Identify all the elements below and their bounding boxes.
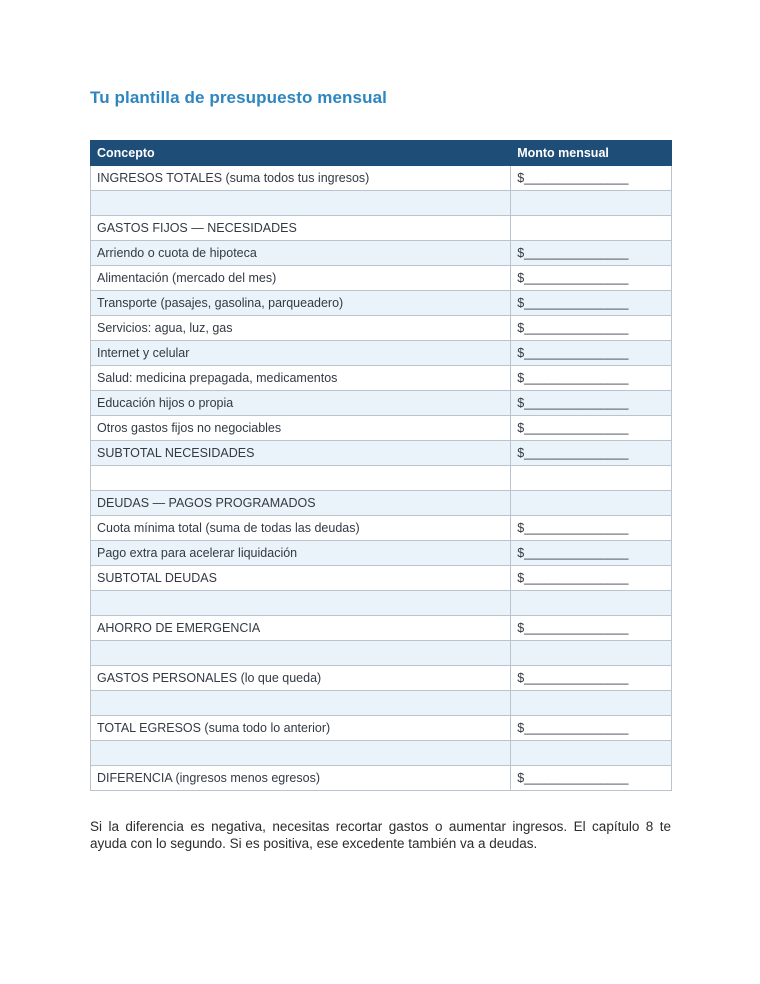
row-concept-cell (91, 641, 511, 666)
table-row (91, 291, 672, 316)
row-concept-cell: DEUDAS — PAGOS PROGRAMADOS (91, 491, 511, 516)
table-row (91, 491, 672, 516)
table-row (91, 616, 672, 641)
row-amount-cell: $_______________ (511, 341, 672, 366)
table-row (91, 241, 672, 266)
row-amount-cell: $_______________ (511, 416, 672, 441)
table-row (91, 641, 672, 666)
row-amount-cell (511, 641, 672, 666)
table-row (91, 566, 672, 591)
table-row (91, 341, 672, 366)
table-row (91, 466, 672, 491)
row-amount-cell: $_______________ (511, 266, 672, 291)
row-amount-cell (511, 591, 672, 616)
budget-table (90, 140, 672, 791)
row-concept-cell: Servicios: agua, luz, gas (91, 316, 511, 341)
row-amount-cell: $_______________ (511, 441, 672, 466)
row-concept-cell: GASTOS PERSONALES (lo que queda) (91, 666, 511, 691)
table-header-row (91, 141, 672, 166)
row-amount-cell (511, 191, 672, 216)
row-concept-cell: INGRESOS TOTALES (suma todos tus ingresos) (91, 166, 511, 191)
row-concept-cell: Pago extra para acelerar liquidación (91, 541, 511, 566)
table-row (91, 516, 672, 541)
row-concept-cell: SUBTOTAL DEUDAS (91, 566, 511, 591)
row-concept-cell (91, 191, 511, 216)
table-body (91, 166, 672, 791)
row-concept-cell: Alimentación (mercado del mes) (91, 266, 511, 291)
row-concept-cell: Educación hijos o propia (91, 391, 511, 416)
row-concept-cell: SUBTOTAL NECESIDADES (91, 441, 511, 466)
row-amount-cell (511, 466, 672, 491)
table-row (91, 591, 672, 616)
table-row (91, 741, 672, 766)
row-amount-cell: $_______________ (511, 716, 672, 741)
table-row (91, 766, 672, 791)
row-amount-cell: $_______________ (511, 616, 672, 641)
table-row (91, 166, 672, 191)
table-row (91, 316, 672, 341)
row-concept-cell: Otros gastos fijos no negociables (91, 416, 511, 441)
row-amount-cell: $_______________ (511, 766, 672, 791)
table-row (91, 541, 672, 566)
row-amount-cell: $_______________ (511, 541, 672, 566)
row-concept-cell (91, 466, 511, 491)
row-concept-cell: TOTAL EGRESOS (suma todo lo anterior) (91, 716, 511, 741)
row-concept-cell: Cuota mínima total (suma de todas las deudas) (91, 516, 511, 541)
row-amount-cell (511, 741, 672, 766)
row-concept-cell: AHORRO DE EMERGENCIA (91, 616, 511, 641)
row-amount-cell (511, 691, 672, 716)
row-amount-cell: $_______________ (511, 516, 672, 541)
table-row (91, 366, 672, 391)
row-amount-cell: $_______________ (511, 166, 672, 191)
column-header-amount: Monto mensual (511, 141, 672, 166)
column-header-concept: Concepto (91, 141, 511, 166)
table-row (91, 691, 672, 716)
row-amount-cell (511, 216, 672, 241)
table-row (91, 391, 672, 416)
row-amount-cell: $_______________ (511, 241, 672, 266)
page-title: Tu plantilla de presupuesto mensual (90, 88, 387, 107)
row-amount-cell: $_______________ (511, 391, 672, 416)
table-row (91, 441, 672, 466)
row-concept-cell: GASTOS FIJOS — NECESIDADES (91, 216, 511, 241)
row-concept-cell (91, 691, 511, 716)
table-row (91, 666, 672, 691)
table-row (91, 416, 672, 441)
row-amount-cell: $_______________ (511, 366, 672, 391)
row-amount-cell: $_______________ (511, 666, 672, 691)
row-concept-cell: Internet y celular (91, 341, 511, 366)
table-row (91, 216, 672, 241)
row-amount-cell: $_______________ (511, 316, 672, 341)
row-concept-cell: DIFERENCIA (ingresos menos egresos) (91, 766, 511, 791)
table-row (91, 716, 672, 741)
row-amount-cell (511, 491, 672, 516)
row-concept-cell: Transporte (pasajes, gasolina, parqueadero) (91, 291, 511, 316)
row-concept-cell (91, 741, 511, 766)
table-row (91, 266, 672, 291)
row-concept-cell (91, 591, 511, 616)
row-amount-cell: $_______________ (511, 566, 672, 591)
row-amount-cell: $_______________ (511, 291, 672, 316)
table-row (91, 191, 672, 216)
footnote-text: Si la diferencia es negativa, necesitas recortar gastos o aumentar ingresos. El capítulo 8 te ayuda con lo segundo. Si es positiva, ese excedente también va a deudas. (90, 819, 671, 851)
row-concept-cell: Arriendo o cuota de hipoteca (91, 241, 511, 266)
row-concept-cell: Salud: medicina prepagada, medicamentos (91, 366, 511, 391)
